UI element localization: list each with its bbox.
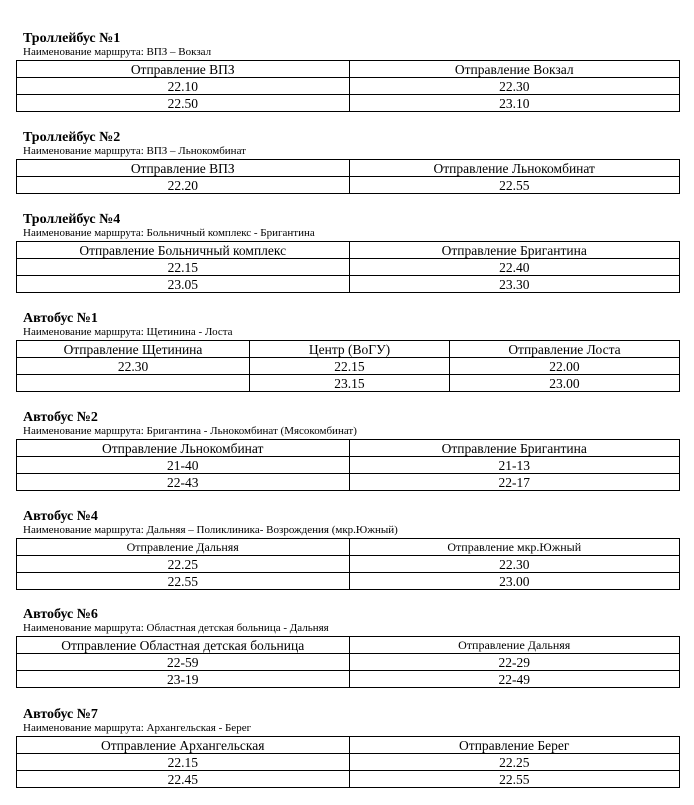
timetable (16, 538, 680, 590)
table-cell: 23.30 (349, 276, 680, 293)
route-name: Наименование маршрута: ВПЗ – Вокзал (23, 46, 212, 58)
table-header-row (17, 242, 680, 259)
table-row (17, 276, 680, 293)
column-header: Отправление ВПЗ (17, 160, 350, 177)
route-title: Автобус №7 (23, 707, 98, 722)
table-row (17, 457, 680, 474)
column-header: Отправление Дальняя (349, 637, 680, 654)
table-cell: 22.30 (349, 556, 680, 573)
table-cell: 22.40 (349, 259, 680, 276)
route-name: Наименование маршрута: Щетинина - Лоста (23, 326, 233, 338)
table-cell: 22.20 (17, 177, 350, 194)
table-cell: 23.05 (17, 276, 350, 293)
column-header: Отправление Льнокомбинат (17, 440, 350, 457)
route-title: Автобус №2 (23, 410, 98, 425)
route-name: Наименование маршрута: Областная детская больница - Дальняя (23, 622, 329, 634)
table-header-row (17, 61, 680, 78)
table-cell: 22-17 (349, 474, 680, 491)
table-row (17, 771, 680, 788)
table-cell: 22.30 (17, 358, 250, 375)
column-header: Отправление Льнокомбинат (349, 160, 680, 177)
table-cell: 21-40 (17, 457, 350, 474)
column-header: Центр (ВоГУ) (250, 341, 450, 358)
column-header: Отправление Вокзал (349, 61, 680, 78)
table-cell: 22-49 (349, 671, 680, 688)
table-row (17, 573, 680, 590)
table-cell: 23.10 (349, 95, 680, 112)
table-header-row (17, 440, 680, 457)
table-row (17, 78, 680, 95)
table-row (17, 654, 680, 671)
timetable (16, 636, 680, 688)
table-cell: 22.25 (17, 556, 350, 573)
route-title: Троллейбус №4 (23, 212, 121, 227)
table-header-row (17, 737, 680, 754)
column-header: Отправление мкр.Южный (349, 539, 680, 556)
table-cell: 22.15 (250, 358, 450, 375)
route-title: Автобус №6 (23, 607, 98, 622)
column-header: Отправление Лоста (449, 341, 679, 358)
table-cell: 22.50 (17, 95, 350, 112)
table-cell: 23.00 (349, 573, 680, 590)
route-name: Наименование маршрута: Архангельская - Берег (23, 722, 252, 734)
table-cell: 22.55 (349, 771, 680, 788)
column-header: Отправление Берег (349, 737, 680, 754)
table-row (17, 259, 680, 276)
table-cell: 22.15 (17, 259, 350, 276)
column-header: Отправление Архангельская (17, 737, 350, 754)
table-header-row (17, 341, 680, 358)
table-cell: 23-19 (17, 671, 350, 688)
table-cell: 22.30 (349, 78, 680, 95)
table-cell: 22.25 (349, 754, 680, 771)
timetable (16, 159, 680, 194)
column-header: Отправление Щетинина (17, 341, 250, 358)
column-header: Отправление Бригантина (349, 242, 680, 259)
table-header-row (17, 160, 680, 177)
table-row (17, 474, 680, 491)
table-cell: 22-59 (17, 654, 350, 671)
table-header-row (17, 539, 680, 556)
column-header: Отправление Больничный комплекс (17, 242, 350, 259)
route-title: Троллейбус №2 (23, 130, 121, 145)
timetable (16, 60, 680, 112)
table-row (17, 556, 680, 573)
timetable (16, 340, 680, 392)
table-cell: 23.00 (449, 375, 679, 392)
table-cell: 21-13 (349, 457, 680, 474)
table-cell: 22.45 (17, 771, 350, 788)
route-name: Наименование маршрута: Больничный комплекс - Бригантина (23, 227, 315, 239)
column-header: Отправление Дальняя (17, 539, 350, 556)
table-cell: 22.55 (349, 177, 680, 194)
route-name: Наименование маршрута: Дальняя – Поликлиника- Возрождения (мкр.Южный) (23, 524, 398, 536)
column-header: Отправление Областная детская больница (17, 637, 350, 654)
table-row (17, 177, 680, 194)
table-cell (17, 375, 250, 392)
table-row (17, 358, 680, 375)
table-header-row (17, 637, 680, 654)
route-title: Троллейбус №1 (23, 31, 121, 46)
route-name: Наименование маршрута: Бригантина - Льнокомбинат (Мясокомбинат) (23, 425, 357, 437)
table-row (17, 95, 680, 112)
column-header: Отправление ВПЗ (17, 61, 350, 78)
timetable (16, 736, 680, 788)
table-cell: 23.15 (250, 375, 450, 392)
route-title: Автобус №4 (23, 509, 98, 524)
table-cell: 22.55 (17, 573, 350, 590)
table-cell: 22.10 (17, 78, 350, 95)
table-cell: 22.15 (17, 754, 350, 771)
timetable (16, 439, 680, 491)
timetable (16, 241, 680, 293)
route-title: Автобус №1 (23, 311, 98, 326)
route-name: Наименование маршрута: ВПЗ – Льнокомбинат (23, 145, 246, 157)
column-header: Отправление Бригантина (349, 440, 680, 457)
table-cell: 22-43 (17, 474, 350, 491)
table-row (17, 754, 680, 771)
table-row (17, 375, 680, 392)
table-cell: 22.00 (449, 358, 679, 375)
table-cell: 22-29 (349, 654, 680, 671)
table-row (17, 671, 680, 688)
